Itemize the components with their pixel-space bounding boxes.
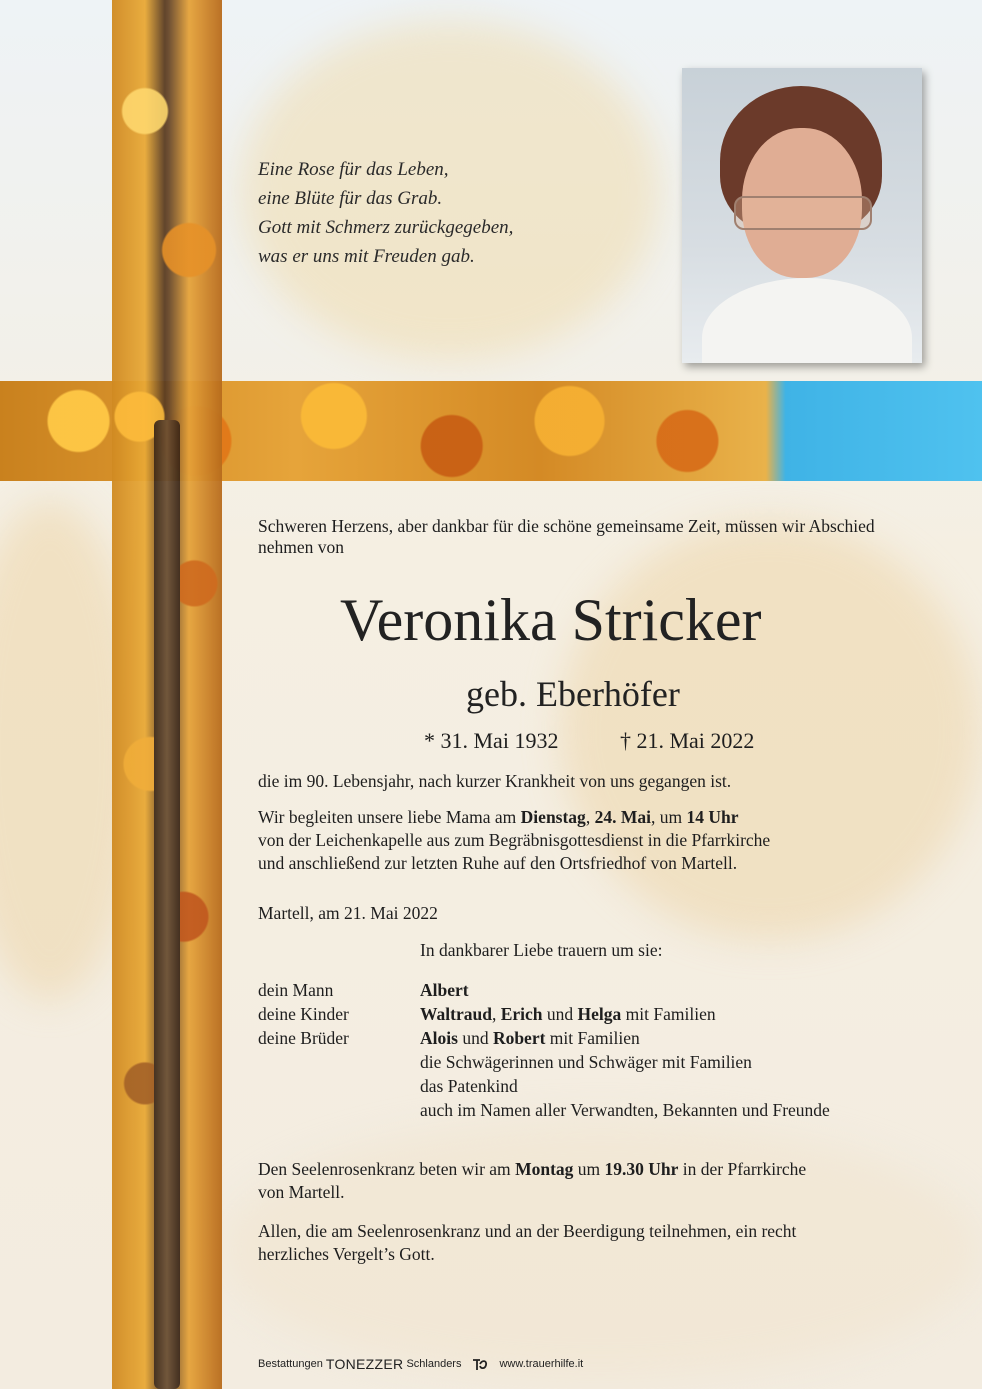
mourners-heading: In dankbarer Liebe trauern um sie: <box>420 940 663 960</box>
rosary-time: 19.30 Uhr <box>604 1159 679 1179</box>
rosary-text: Den Seelenrosenkranz beten wir am <box>258 1159 516 1179</box>
rosary-text: in der Pfarrkirche <box>678 1159 807 1179</box>
life-dates <box>424 728 754 754</box>
portrait-shirt <box>702 278 912 363</box>
rosary-text: um <box>573 1159 605 1179</box>
relation-label: deine Brüder <box>258 1028 349 1048</box>
thanks-text <box>258 1220 796 1266</box>
death-date: † 21. Mai 2022 <box>619 728 755 753</box>
funeral-day: Dienstag <box>520 807 586 827</box>
poem-line: Gott mit Schmerz zurückgegeben, <box>258 217 514 238</box>
relation-label: dein Mann <box>258 980 334 1000</box>
poem-line: eine Blüte für das Grab. <box>258 188 443 209</box>
mourner-line: das Patenkind <box>420 1076 518 1096</box>
mourner-row <box>258 1098 830 1122</box>
thanks-line: Allen, die am Seelenrosenkranz und an der Beerdigung teilnehmen, ein recht <box>258 1221 797 1241</box>
funeral-date: 24. Mai <box>594 807 651 827</box>
portrait-glasses <box>734 196 872 230</box>
suffix: mit Familien <box>545 1028 640 1048</box>
deceased-name: Veronika Stricker <box>340 587 762 653</box>
rosary-text: von Martell. <box>258 1182 345 1202</box>
maiden-name: geb. Eberhöfer <box>466 674 680 714</box>
mourner-row <box>258 1002 830 1026</box>
suffix: mit Familien <box>621 1004 716 1024</box>
footer-website[interactable]: www.trauerhilfe.it <box>499 1358 584 1370</box>
mourner-row <box>258 1074 830 1098</box>
relation-label: deine Kinder <box>258 1004 349 1024</box>
footer <box>258 1356 583 1372</box>
mourner-row <box>258 1026 830 1050</box>
funeral-text: und anschließend zur letzten Ruhe auf den Ortsfriedhof von Martell. <box>258 853 738 873</box>
footer-prefix: Bestattungen <box>258 1358 323 1370</box>
poem-line: was er uns mit Freuden gab. <box>258 246 475 267</box>
poem <box>258 155 513 271</box>
funeral-info <box>258 806 770 875</box>
mourner-name: Erich <box>500 1004 543 1024</box>
separator: , <box>491 1004 501 1024</box>
funeral-text: von der Leichenkapelle aus zum Begräbnisgottesdienst in die Pfarrkirche <box>258 830 771 850</box>
rosary-day: Montag <box>515 1159 574 1179</box>
mourner-line: auch im Namen aller Verwandten, Bekannten und Freunde <box>420 1100 830 1120</box>
portrait-photo <box>682 68 922 363</box>
funeral-text: , <box>585 807 595 827</box>
mourner-row <box>258 1050 830 1074</box>
separator: und <box>542 1004 578 1024</box>
poem-line: Eine Rose für das Leben, <box>258 159 449 180</box>
mourner-row <box>258 978 830 1002</box>
birth-date: * 31. Mai 1932 <box>424 728 559 753</box>
mourner-name: Helga <box>577 1004 622 1024</box>
mourner-name: Alois <box>420 1028 458 1048</box>
thanks-line: herzliches Vergelt’s Gott. <box>258 1244 435 1264</box>
funeral-time: 14 Uhr <box>686 807 739 827</box>
funeral-text: Wir begleiten unsere liebe Mama am <box>258 807 521 827</box>
age-text: die im 90. Lebensjahr, nach kurzer Krankheit von uns gegangen ist. <box>258 771 732 791</box>
mourner-name: Robert <box>492 1028 546 1048</box>
mourner-name: Waltraud <box>420 1004 492 1024</box>
footer-brand: TONEZZER <box>325 1356 404 1372</box>
intro-text: Schweren Herzens, aber dankbar für die schöne gemeinsame Zeit, müssen wir Abschied nehmen von <box>258 516 875 557</box>
place-date: Martell, am 21. Mai 2022 <box>258 903 438 923</box>
rosary-info <box>258 1158 806 1204</box>
footer-city: Schlanders <box>406 1358 462 1370</box>
trauerhilfe-logo-icon <box>471 1356 489 1372</box>
mourners-list <box>258 978 830 1122</box>
mourner-line: die Schwägerinnen und Schwäger mit Familien <box>420 1052 752 1072</box>
cross-vertical-bar <box>112 0 222 1389</box>
separator: und <box>457 1028 493 1048</box>
funeral-text: , um <box>650 807 687 827</box>
mourner-name: Albert <box>420 980 469 1000</box>
